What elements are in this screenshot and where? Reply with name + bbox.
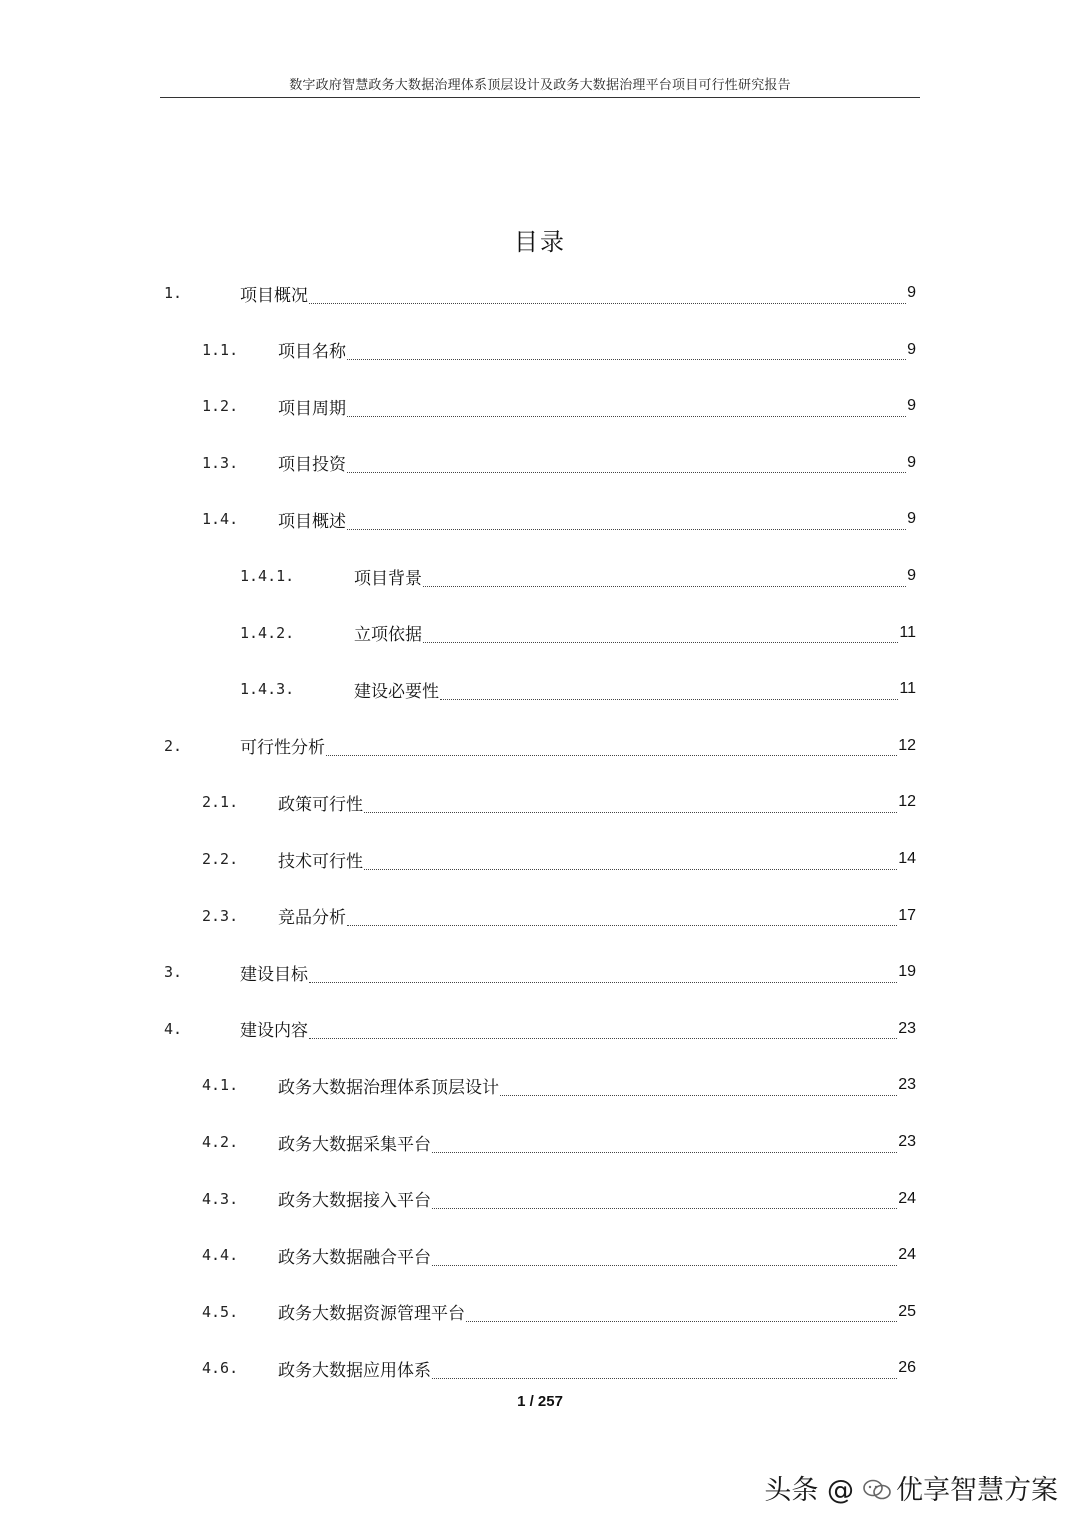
toc-entry-number: 2.2.: [202, 850, 239, 868]
toc-dot-leader: [347, 515, 906, 530]
toc-entry-page: 23: [898, 1076, 916, 1094]
toc-entry-page: 9: [907, 340, 916, 358]
toc-dot-leader: [432, 1194, 897, 1209]
toc-dot-leader: [347, 911, 897, 926]
toc-entry[interactable]: [202, 774, 916, 830]
toc-entry-number: 4.6.: [202, 1359, 239, 1378]
toc-entry-number: 1.4.3.: [240, 680, 295, 699]
header-rule: [160, 97, 920, 98]
toc-entry[interactable]: [240, 661, 916, 717]
toc-entry[interactable]: [240, 548, 916, 604]
toc-entry-label: 项目概述: [278, 511, 346, 532]
toc-entry-page: 24: [898, 1189, 916, 1207]
toc-dot-leader: [347, 402, 906, 417]
toc-entry-label: 政务大数据应用体系: [278, 1360, 431, 1381]
toc-entry-page: 19: [898, 963, 916, 981]
toc-entry-number: 1.3.: [202, 453, 239, 472]
toc-entry[interactable]: [202, 1284, 916, 1340]
toc-entry-label: 政务大数据融合平台: [278, 1247, 431, 1268]
toc-entry-number: 1.2.: [202, 397, 239, 416]
toc-entry-label: 政务大数据资源管理平台: [278, 1304, 465, 1325]
toc-entry[interactable]: [164, 944, 916, 1000]
watermark-prefix: 头条 @: [764, 1475, 854, 1506]
toc-dot-leader: [432, 1251, 897, 1266]
toc-entry[interactable]: [202, 888, 916, 944]
toc-entry-page: 12: [898, 736, 916, 754]
toc-entry-page: 12: [898, 793, 916, 811]
toc-entry-label: 项目名称: [278, 342, 346, 363]
toc-entry[interactable]: [164, 718, 916, 774]
toc-dot-leader: [364, 855, 897, 870]
watermark-account: 优享智慧方案: [896, 1475, 1058, 1506]
toc-dot-leader: [364, 798, 897, 813]
toc-entry-page: 23: [898, 1019, 916, 1037]
toc-entry-label: 政策可行性: [278, 794, 363, 815]
toc-entry-label: 项目概况: [240, 285, 308, 306]
toc-entry[interactable]: [202, 378, 916, 434]
toc-dot-leader: [309, 1024, 897, 1039]
toc-entry[interactable]: [202, 435, 916, 491]
toc-entry[interactable]: [202, 1171, 916, 1227]
toc-entry-number: 4.4.: [202, 1246, 239, 1265]
toc-entry-number: 1.4.2.: [240, 623, 295, 642]
toc-entry-number: 4.5.: [202, 1302, 239, 1321]
toc-entry-page: 24: [898, 1246, 916, 1264]
toc-entry-label: 技术可行性: [278, 851, 363, 872]
toc-entry-label: 竞品分析: [278, 908, 346, 929]
toc-dot-leader: [466, 1307, 897, 1322]
toc-entry-page: 25: [898, 1302, 916, 1320]
toc-entry[interactable]: [202, 322, 916, 378]
toc-entry-label: 政务大数据治理体系顶层设计: [278, 1077, 499, 1098]
toc-dot-leader: [309, 289, 906, 304]
page-number: 1 / 257: [517, 1393, 563, 1410]
toc-dot-leader: [440, 685, 898, 700]
toc-entry-number: 4.: [164, 1019, 183, 1038]
toc-entry-label: 项目背景: [354, 568, 422, 589]
toc-entry-label: 建设必要性: [354, 681, 439, 702]
watermark: [764, 1468, 1058, 1507]
toc-entry-label: 可行性分析: [240, 738, 325, 759]
toc-entry-page: 11: [899, 623, 916, 641]
toc-entry-label: 立项依据: [354, 625, 422, 646]
toc-entry-page: 17: [898, 906, 916, 924]
toc-entry-number: 1.: [164, 284, 183, 302]
wechat-icon: [862, 1477, 892, 1499]
toc-entry-number: 2.: [164, 736, 183, 755]
toc-entry-number: 4.3.: [202, 1189, 239, 1208]
toc-dot-leader: [347, 458, 906, 473]
toc-entry-page: 26: [898, 1359, 916, 1377]
toc-entry-page: 23: [898, 1133, 916, 1150]
toc-entry-number: 2.1.: [202, 793, 239, 812]
toc-entry-number: 1.4.1.: [240, 567, 295, 585]
toc-entry-page: 9: [907, 567, 916, 584]
toc-entry-page: 9: [907, 284, 916, 301]
toc-entry-number: 3.: [164, 963, 183, 982]
toc-title: 目录: [514, 228, 566, 256]
toc-entry-number: 1.1.: [202, 340, 239, 359]
toc-entry-number: 1.4.: [202, 510, 239, 529]
toc-entry-label: 项目周期: [278, 398, 346, 419]
toc-entry-label: 项目投资: [278, 455, 346, 476]
running-header: 数字政府智慧政务大数据治理体系顶层设计及政务大数据治理平台项目可行性研究报告: [289, 78, 791, 93]
toc-entry-label: 建设内容: [240, 1021, 308, 1042]
toc-dot-leader: [423, 572, 906, 587]
toc-entry[interactable]: [164, 1001, 916, 1057]
toc-entry-page: 9: [907, 453, 916, 471]
toc-entry-page: 11: [899, 680, 916, 698]
toc-entry-label: 政务大数据采集平台: [278, 1134, 431, 1155]
toc-entry[interactable]: [202, 1114, 916, 1170]
toc-dot-leader: [326, 741, 897, 756]
toc-entry-page: 9: [907, 397, 916, 415]
toc-entry-label: 政务大数据接入平台: [278, 1191, 431, 1212]
toc-entry-page: 14: [898, 850, 916, 867]
toc-dot-leader: [347, 345, 906, 360]
toc-entry[interactable]: [202, 1057, 916, 1113]
toc-entry-label: 建设目标: [240, 964, 308, 985]
toc-entry[interactable]: [240, 605, 916, 661]
toc-dot-leader: [432, 1364, 897, 1379]
toc-dot-leader: [423, 628, 898, 643]
toc-dot-leader: [432, 1138, 897, 1153]
toc-entry-page: 9: [907, 510, 916, 528]
toc-entry-number: 2.3.: [202, 906, 239, 925]
toc-entry[interactable]: [202, 831, 916, 887]
toc-entry[interactable]: [164, 265, 916, 321]
toc-entry-number: 4.2.: [202, 1133, 239, 1151]
toc-dot-leader: [500, 1081, 897, 1096]
toc-entry-number: 4.1.: [202, 1076, 239, 1095]
toc-dot-leader: [309, 968, 897, 983]
toc-entry[interactable]: [202, 1340, 916, 1396]
toc-entry[interactable]: [202, 1227, 916, 1283]
toc-entry[interactable]: [202, 491, 916, 547]
